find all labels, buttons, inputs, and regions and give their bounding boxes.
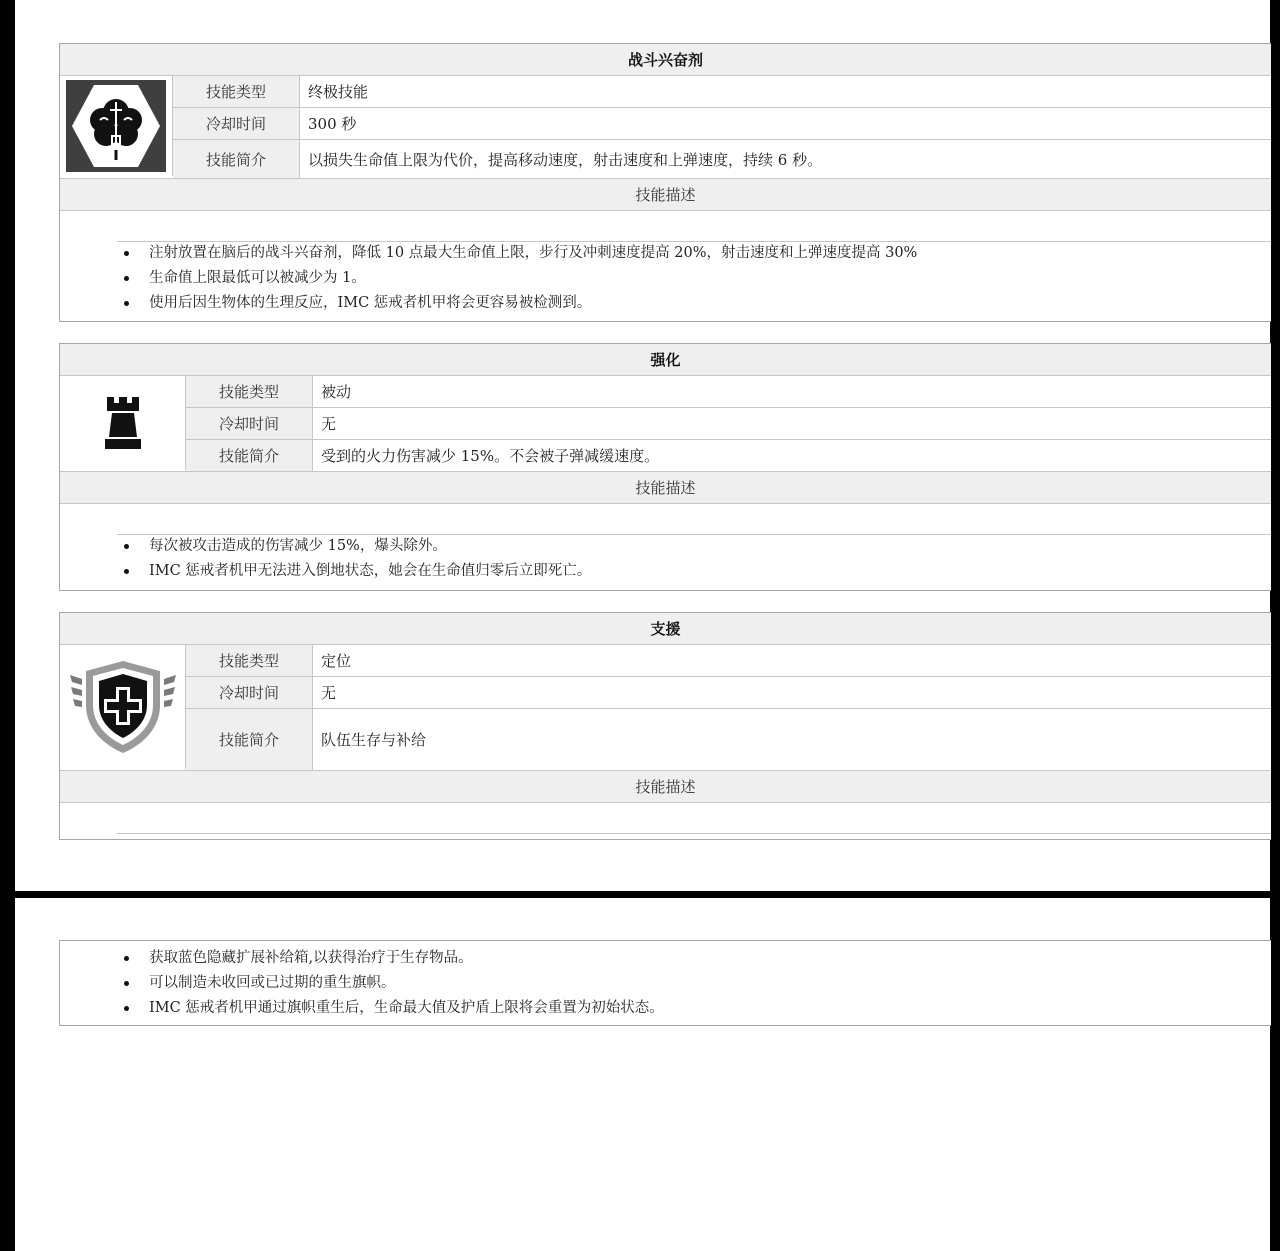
info-row-summary — [186, 709, 1271, 770]
list-item: IMC 惩戒者机甲无法进入倒地状态，她会在生命值归零后立即死亡。 — [122, 559, 1261, 584]
info-row-cooldown — [173, 108, 1271, 140]
list-item: 获取蓝色隐藏扩展补给箱,以获得治疗于生存物品。 — [122, 946, 1261, 971]
row-value: 队伍生存与补给 — [321, 731, 427, 749]
description-header: 技能描述 — [60, 472, 1271, 504]
row-label: 技能类型 — [173, 76, 300, 107]
row-value: 定位 — [321, 652, 352, 670]
info-row-cooldown — [186, 408, 1271, 440]
row-value: 无 — [321, 415, 337, 433]
description-header: 技能描述 — [60, 771, 1271, 803]
row-label: 技能类型 — [186, 376, 313, 407]
row-value: 终极技能 — [308, 83, 369, 101]
info-row-cooldown — [186, 677, 1271, 709]
row-value: 以损失生命值上限为代价，提高移动速度，射击速度和上弹速度，持续 6 秒。 — [308, 150, 823, 169]
skill-card-fortified — [59, 343, 1271, 591]
row-label: 冷却时间 — [186, 408, 313, 439]
info-row-summary — [173, 140, 1271, 178]
skill-icon-cell — [60, 645, 186, 769]
skill-card-support — [59, 612, 1271, 840]
description-body — [60, 504, 1271, 590]
info-row-summary — [186, 440, 1271, 471]
row-label: 技能简介 — [186, 440, 313, 471]
brain-syringe-icon — [66, 80, 166, 172]
divider — [117, 833, 1271, 834]
row-label: 冷却时间 — [173, 108, 300, 139]
list-item: IMC 惩戒者机甲通过旗帜重生后，生命最大值及护盾上限将会重置为初始状态。 — [122, 996, 1261, 1021]
list-item: 每次被攻击造成的伤害减少 15%，爆头除外。 — [122, 534, 1261, 559]
skill-title: 支援 — [60, 613, 1271, 645]
list-item: 可以制造未收回或已过期的重生旗帜。 — [122, 971, 1261, 996]
info-row-type — [173, 76, 1271, 108]
row-value: 受到的火力伤害减少 15%。不会被子弹减缓速度。 — [321, 447, 660, 465]
description-header: 技能描述 — [60, 179, 1271, 211]
description-body — [60, 211, 1271, 321]
info-row-type — [186, 645, 1271, 677]
rook-icon — [103, 395, 143, 451]
bullet-list — [122, 946, 1261, 1021]
info-row-type — [186, 376, 1271, 408]
row-value: 300 秒 — [308, 115, 357, 133]
medic-shield-icon — [68, 657, 178, 757]
skill-card-support-continued — [59, 940, 1271, 1026]
skill-icon-cell — [60, 76, 173, 176]
list-item: 注射放置在脑后的战斗兴奋剂，降低 10 点最大生命值上限，步行及冲刺速度提高 20%，射击速度和上弹速度提高 30% — [122, 241, 1261, 266]
list-item: 生命值上限最低可以被减少为 1。 — [122, 266, 1261, 291]
row-label: 技能简介 — [186, 709, 313, 770]
row-value: 无 — [321, 684, 337, 702]
skill-icon-cell — [60, 376, 186, 470]
page-panel-bottom — [15, 898, 1270, 1251]
skill-title: 战斗兴奋剂 — [60, 44, 1271, 76]
row-label: 技能类型 — [186, 645, 313, 676]
row-value: 被动 — [321, 383, 352, 401]
description-body — [60, 803, 1271, 839]
row-label: 冷却时间 — [186, 677, 313, 708]
skill-card-stim — [59, 43, 1271, 322]
row-label: 技能简介 — [173, 140, 300, 178]
bullet-list — [122, 241, 1261, 316]
bullet-list — [122, 534, 1261, 584]
skill-title: 强化 — [60, 344, 1271, 376]
page-panel-top — [15, 0, 1270, 891]
list-item: 使用后因生物体的生理反应，IMC 惩戒者机甲将会更容易被检测到。 — [122, 291, 1261, 316]
